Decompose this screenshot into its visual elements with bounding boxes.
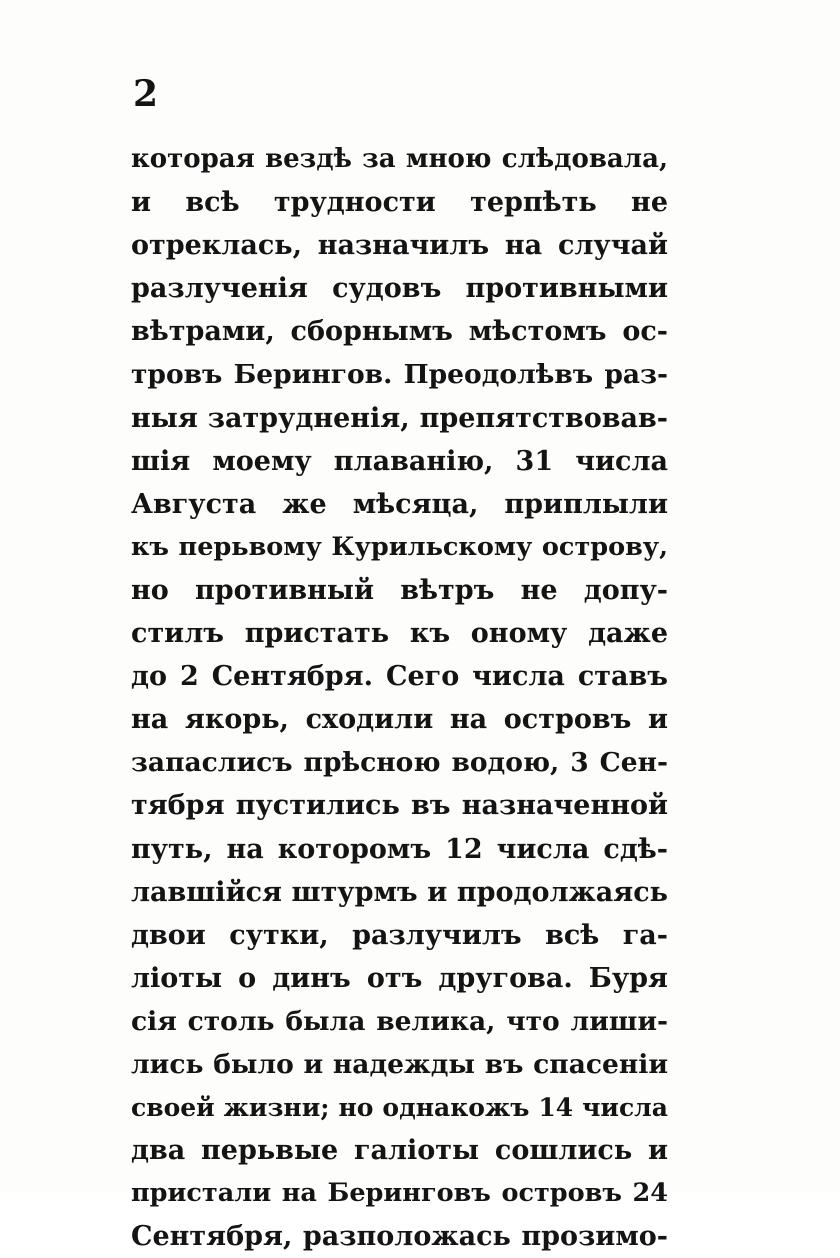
text-line: и всѣ трудности терпѣть не bbox=[131, 187, 668, 219]
text-line: тября пустились въ назначенной bbox=[131, 790, 668, 822]
text-line: ныя затрудненія, препятствовав- bbox=[131, 402, 668, 434]
text-line: отреклась, назначилъ на случай bbox=[131, 230, 668, 262]
text-line: на якорь, сходили на островъ и bbox=[131, 704, 668, 736]
text-line: Августа же мѣсяца, приплыли bbox=[131, 488, 668, 520]
text-line: два перьвые галіоты сошлись и bbox=[131, 1135, 668, 1167]
text-line: запаслисъ прѣсною водою, 3 Сен- bbox=[131, 747, 668, 779]
text-line: своей жизни; но однакожъ 14 числа bbox=[131, 1093, 668, 1123]
text-line: лись было и надежды въ спасеніи bbox=[131, 1048, 668, 1080]
text-line: вѣтрами, сборнымъ мѣстомъ ос- bbox=[131, 316, 668, 348]
text-line: шія моему плаванію, 31 числа bbox=[131, 445, 668, 477]
text-line: двои сутки, разлучилъ всѣ га- bbox=[131, 919, 668, 951]
text-line: до 2 Сентября. Сего числа ставъ bbox=[131, 661, 668, 693]
text-line: сія столь была велика, что лиши- bbox=[131, 1005, 668, 1037]
text-line: которая вездѣ за мною слѣдовала, bbox=[131, 144, 668, 174]
text-line: тровъ Берингов. Преодолѣвъ раз- bbox=[131, 359, 668, 391]
text-line: къ перьвому Курильскому острову, bbox=[131, 531, 668, 562]
text-line: стилъ пристать къ оному даже bbox=[131, 618, 668, 650]
text-line: лавшійся штурмъ и продолжаясь bbox=[131, 876, 668, 908]
body-text bbox=[131, 138, 668, 1258]
page-number: 2 bbox=[133, 73, 159, 115]
text-line: но противный вѣтръ не допу- bbox=[131, 574, 668, 606]
text-line: путь, на которомъ 12 числа сдѣ- bbox=[131, 833, 668, 865]
text-line: разлученія судовъ противными bbox=[131, 273, 668, 305]
text-line: ліоты о динъ отъ другова. Буря bbox=[131, 962, 668, 994]
text-line: пристали на Беринговъ островъ 24 bbox=[131, 1178, 668, 1209]
text-line: Сентября, разположась прозимо- bbox=[131, 1221, 668, 1253]
